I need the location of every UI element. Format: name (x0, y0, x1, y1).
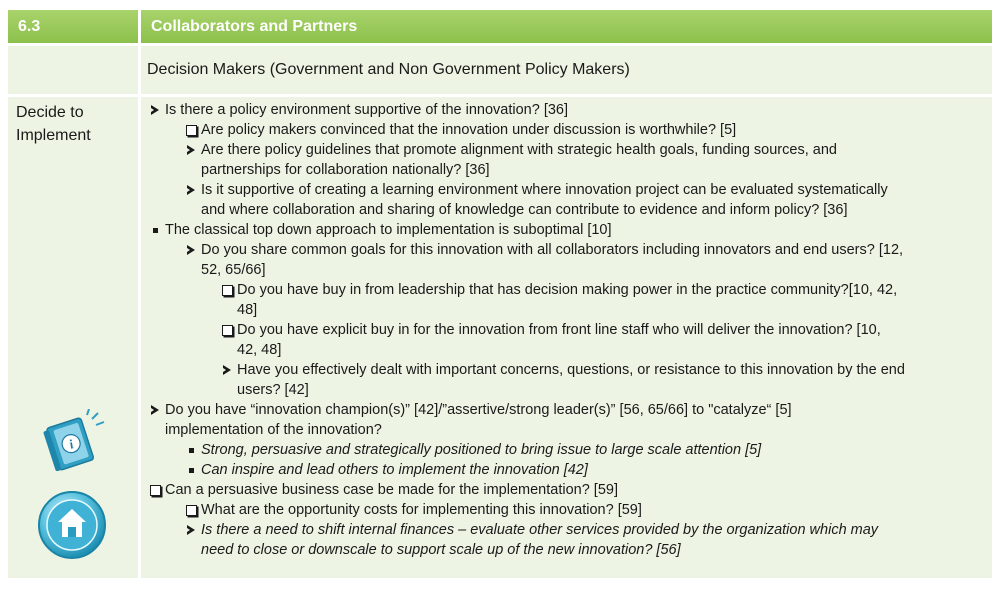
checkbox-bullet-icon (147, 480, 163, 500)
list-item-line: 48] (237, 302, 258, 318)
square-bullet-icon (147, 220, 163, 240)
list-item-line: 52, 65/66] (201, 262, 266, 278)
list-item-line: Can a persuasive business case be made for the implementation? [59] (165, 482, 618, 498)
arrow-bullet-icon (147, 400, 163, 420)
section-number: 6.3 (8, 10, 138, 43)
list-item-line: Is there a policy environment supportive of the innovation? [36] (165, 102, 569, 118)
list-item-line: and where collaboration and sharing of knowledge can contribute to evidence and inform policy? [36] (201, 202, 848, 218)
list-item-line: Are there policy guidelines that promote alignment with strategic health goals, funding sources, and (201, 142, 837, 158)
body-row (8, 97, 992, 578)
label-cell (8, 97, 138, 578)
list-item-line: Do you have explicit buy in for the innovation from front line staff who will deliver the innovation? [10, (237, 322, 881, 338)
framework-table (8, 10, 992, 580)
square-bullet-icon (183, 440, 199, 460)
list-item-line: Do you share common goals for this innovation with all collaborators including innovators and end users? [12, (201, 242, 904, 258)
arrow-bullet-icon (183, 140, 199, 160)
subheader-row (8, 46, 992, 94)
list-item-line: Strong, persuasive and strategically positioned to bring issue to large scale attention [5] (201, 442, 762, 458)
list-item-line: Is there a need to shift internal finances – evaluate other services provided by the organization which may (201, 522, 879, 538)
row-label: Decide to Implement (16, 104, 91, 144)
list-item-line: users? [42] (237, 382, 309, 398)
checkbox-bullet-icon (219, 280, 235, 300)
checkbox-bullet-icon (219, 320, 235, 340)
arrow-bullet-icon (183, 180, 199, 200)
arrow-bullet-icon (183, 240, 199, 260)
list-item-line: Are policy makers convinced that the innovation under discussion is worthwhile? [5] (201, 122, 737, 138)
svg-text:i: i (67, 436, 76, 452)
list-item-line: partnerships for collaboration nationally? [36] (201, 162, 490, 178)
content-cell (141, 97, 992, 578)
section-title: Collaborators and Partners (141, 10, 992, 43)
home-icon[interactable] (36, 489, 108, 561)
list-item-line: Do you have “innovation champion(s)” [42]/”assertive/strong leader(s)” [56, 65/66] to "catalyze“ [5] (165, 402, 792, 418)
header-row (8, 10, 992, 43)
list-item-line: need to close or downscale to support scale up of the new innovation? [56] (201, 542, 681, 558)
list-item-line: Is it supportive of creating a learning environment where innovation project can be evaluated systematically (201, 182, 888, 198)
arrow-bullet-icon (219, 360, 235, 380)
list-item-line: The classical top down approach to implementation is suboptimal [10] (165, 222, 612, 238)
list-item-line: implementation of the innovation? (165, 422, 382, 438)
list-item-line: Do you have buy in from leadership that has decision making power in the practice community?[10, 42, (237, 282, 898, 298)
square-bullet-icon (183, 460, 199, 480)
arrow-bullet-icon (183, 520, 199, 540)
arrow-bullet-icon (147, 100, 163, 120)
checkbox-bullet-icon (183, 500, 199, 520)
subheader-text: Decision Makers (Government and Non Government Policy Makers) (141, 46, 992, 94)
list-item-line: Have you effectively dealt with important concerns, questions, or resistance to this innovation by the end (237, 362, 905, 378)
subheader-empty-cell (8, 46, 138, 94)
info-book-icon[interactable] (38, 409, 108, 471)
checkbox-bullet-icon (183, 120, 199, 140)
list-item-line: 42, 48] (237, 342, 282, 358)
list-item-line: What are the opportunity costs for implementing this innovation? [59] (201, 502, 642, 518)
list-item-line: Can inspire and lead others to implement the innovation [42] (201, 462, 588, 478)
